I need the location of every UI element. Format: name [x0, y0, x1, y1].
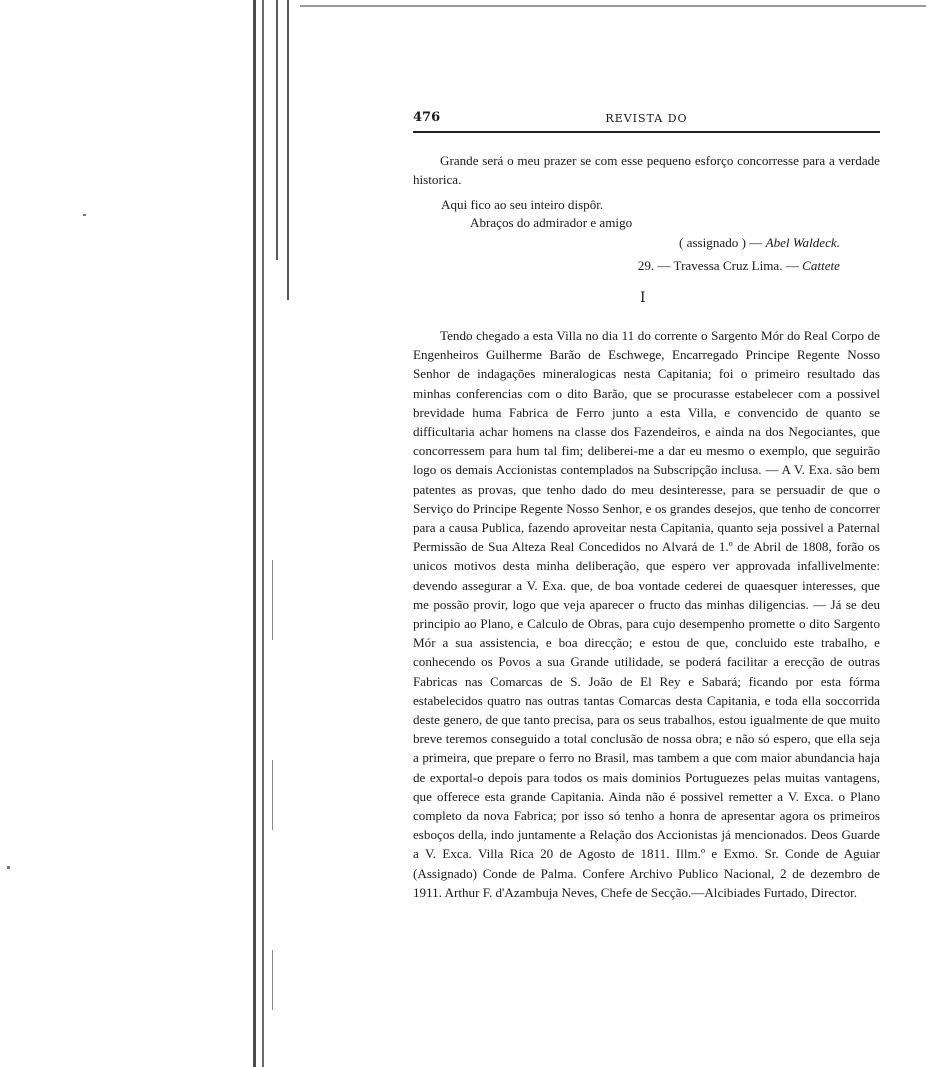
section-numeral: I	[640, 290, 646, 306]
intro-paragraph-text: Grande será o meu prazer se com esse pequeno esforço concorresse para a verdade historica.	[413, 153, 880, 188]
header-rule	[413, 131, 880, 133]
page-header	[413, 110, 880, 128]
binding-edge-line	[272, 560, 273, 640]
scan-top-edge	[300, 5, 926, 7]
running-head: REVISTA DO	[605, 112, 688, 125]
body-text: Tendo chegado a esta Villa no dia 11 do corrente o Sargento Mór do Real Corpo de Engenheiros Guilherme Barão de Eschwege, Encarregado Principe Regente Nosso Senhor de indagações mineralogicas nesta Capitania; foi o primeiro resultado das minhas conferencias com o dito Barão, que se procurasse estabelecer com a possivel brevidade huma Fabrica de Ferro junto a esta Villa, e convencido de quanto se difficultaria achar homens na classe dos Fazendeiros, e ainda na dos Negociantes, que concorressem para hum tal fim; deliberei-me a dar eu mesmo o exemplo, que seguirão logo os demais Accionistas contemplados na Subscripção inclusa. — A V. Exa. são bem patentes as provas, que tenho dado do meu desinteresse, para se persuadir de que o Serviço do Principe Regente Nosso Senhor, e os grandes desejos, que tenho de concorrer para a causa Publica, fazendo aproveitar nesta Capitania, quanto seja possivel a Paternal Permissão de Sua Alteza Real Concedidos no Alvará de 1.º de Abril de 1808, forão os unicos motivos desta minha deliberação, que espero ver approvada infallivelmente: devendo assegurar a V. Exa. que, de boa vontade cederei de quaesquer interesses, que me possão provir, logo que veja aparecer o fructo das minhas diligencias. — Já se deu principio ao Plano, e Calculo de Obras, para cujo desempenho promette o dito Sargento Mór a sua assistencia, e boa direcção; e estou de que, concluido este trabalho, e conhecendo os Povos a sua Grande utilidade, se poderá facilitar a erecção de outras Fabricas nas Comarcas de S. João de El Rey e Sabará; ficando por esta fórma estabelecidos quatro nas outras tantas Comarcas desta Capitania, e toda ella soccorrida deste genero, de que tanto precisa, para os seus trabalhos, estou igualmente de que muito breve teremos conseguido a total conclusão de nossa obra; e não só espero, que ella seja a primeira, que prepare o ferro no Brasil, mas tambem a que com maior abundancia haja de exportal-o depois para todos os mais dominios Portuguezes pelas muitas vantagens, que offerece esta grande Capitania. Ainda não é possivel remetter a V. Exca. o Plano completo da nova Fabrica; por isso só tenho a honra de apresentar agora os primeiros esboços della, indo juntamente a Relação dos Accionistas já mencionados. Deos Guarde a V. Exca. Villa Rica 20 de Agosto de 1811. Illm.º e Exmo. Sr. Conde de Aguiar (Assignado) Conde de Palma. Confere Archivo Publico Nacional, 2 de dezembro de 1911. Arthur F. d'Azambuja Neves, Chefe de Secção.—Alcibiades Furtado, Director.	[413, 328, 880, 900]
binding-edge-line	[272, 950, 273, 1010]
binding-edge-line	[272, 760, 273, 830]
intro-line-3: Abraços do admirador e amigo	[470, 215, 633, 230]
signature-line	[679, 235, 840, 251]
intro-paragraph	[413, 151, 880, 189]
address-line	[638, 258, 840, 274]
binding-edge-line	[287, 0, 289, 300]
binding-edge-line	[253, 0, 256, 1067]
address-text: 29. — Travessa Cruz Lima. —	[637, 258, 799, 273]
address-place: Cattete	[802, 258, 840, 273]
signature-name: Abel Waldeck.	[765, 235, 840, 250]
body-paragraph	[413, 326, 880, 902]
signature-label: ( assignado ) —	[679, 235, 763, 250]
binding-edge-line	[262, 0, 264, 1067]
binding-gutter	[0, 0, 300, 1067]
page-number: 476	[413, 110, 441, 125]
scan-speck	[83, 214, 86, 216]
scan-speck	[7, 866, 10, 869]
binding-edge-line	[276, 0, 278, 260]
intro-line-2: Aqui fico ao seu inteiro dispôr.	[441, 197, 604, 212]
